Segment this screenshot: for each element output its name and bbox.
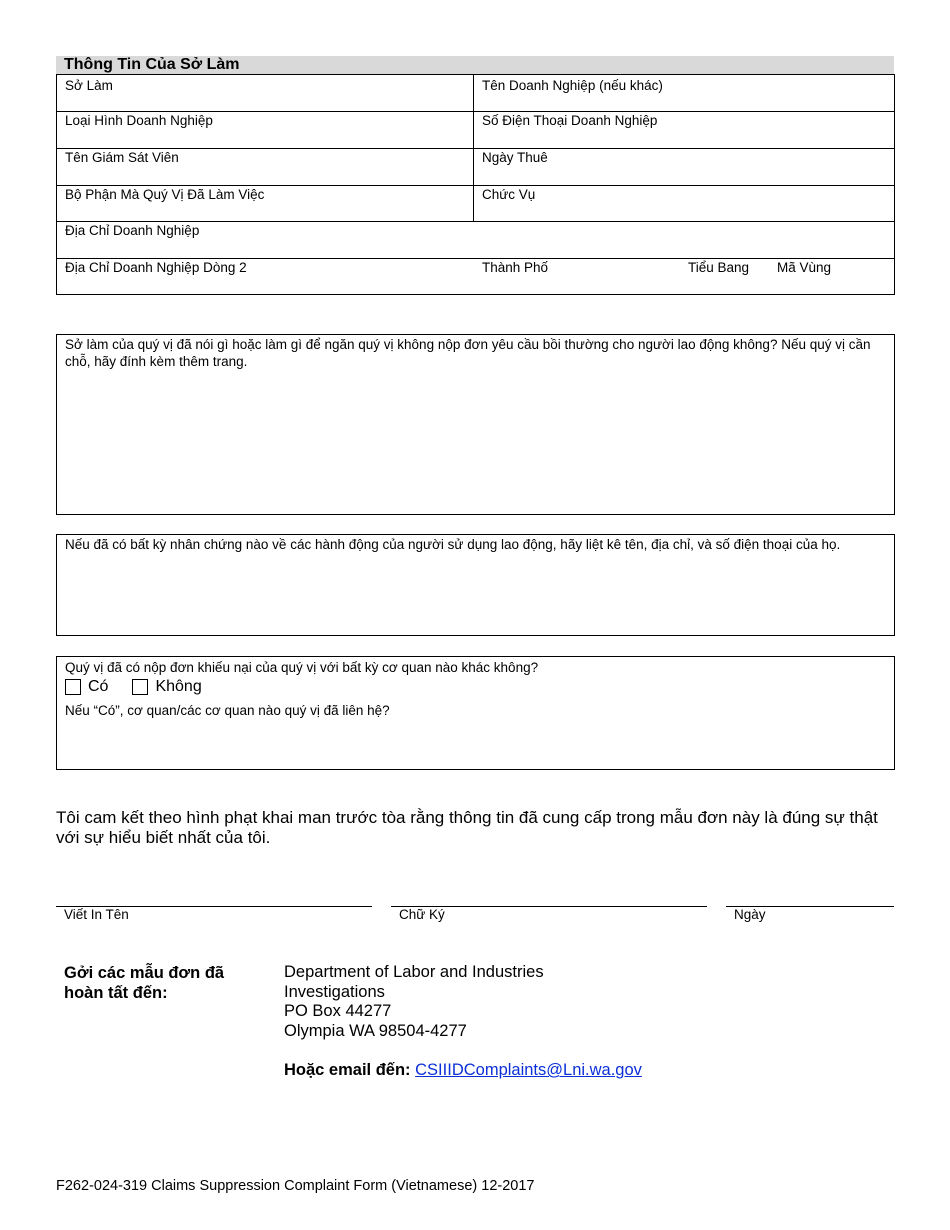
business-name-label: Tên Doanh Nghiệp (nếu khác) <box>482 78 663 93</box>
mailing-address <box>284 963 544 1041</box>
email-label: Hoặc email đến: <box>284 1061 411 1079</box>
state-label: Tiểu Bang <box>688 260 750 275</box>
no-label: Không <box>155 678 202 695</box>
yes-label: Có <box>88 678 109 695</box>
business-address-field[interactable] <box>57 221 894 258</box>
business-phone-field[interactable] <box>474 111 894 148</box>
signature-label: Chữ Ký <box>399 907 445 922</box>
position-field[interactable] <box>474 185 894 221</box>
email-line <box>284 1061 642 1080</box>
prevent-claim-box[interactable] <box>56 334 895 515</box>
print-name-label: Viết In Tên <box>64 907 129 922</box>
no-checkbox[interactable] <box>132 679 148 695</box>
send-to-label: Gởi các mẫu đơn đã hoàn tất đến: <box>64 964 225 1002</box>
department-field[interactable] <box>57 185 473 221</box>
prevent-claim-question: Sở làm của quý vị đã nói gì hoặc làm gì để ngăn quý vị không nộp đơn yêu cầu bồi thường cho người lao động không? Nếu quý vị cần chỗ, hãy đính kèm thêm trang. <box>65 337 871 369</box>
zip-label: Mã Vùng <box>777 260 832 275</box>
hire-date-label: Ngày Thuê <box>482 150 548 165</box>
state-field[interactable] <box>680 258 770 294</box>
business-type-field[interactable] <box>57 111 473 148</box>
city-field[interactable] <box>474 258 674 294</box>
other-agency-question: Quý vị đã có nộp đơn khiếu nại của quý vị với bất kỳ cơ quan nào khác không? <box>65 660 539 675</box>
address-line: PO Box 44277 <box>284 1002 392 1020</box>
other-agency-box <box>56 656 895 770</box>
address-line: Olympia WA 98504-4277 <box>284 1021 467 1040</box>
employer-info-table <box>56 74 895 295</box>
yes-checkbox[interactable] <box>65 679 81 695</box>
date-label: Ngày <box>734 907 766 922</box>
employer-label: Sở Làm <box>65 78 113 93</box>
supervisor-name-field[interactable] <box>57 148 473 185</box>
employer-field[interactable] <box>57 75 473 111</box>
department-label: Bộ Phận Mà Quý Vị Đã Làm Việc <box>65 187 265 202</box>
address-line: Department of Labor and Industries <box>284 963 544 981</box>
business-type-label: Loại Hình Doanh Nghiệp <box>65 113 213 128</box>
business-phone-label: Số Điện Thoại Doanh Nghiệp <box>482 113 658 128</box>
witnesses-question: Nếu đã có bất kỳ nhân chứng nào về các hành động của người sử dụng lao động, hãy liệt kê tên, địa chỉ, và số điện thoại của họ. <box>65 537 841 552</box>
address-line: Investigations <box>284 982 385 1001</box>
business-address-line2-field[interactable] <box>57 258 473 294</box>
attestation-text: Tôi cam kết theo hình phạt khai man trước tòa rằng thông tin đã cung cấp trong mẫu đơn này là đúng sự thật với sự hiểu biết nhất của tôi. <box>56 808 878 847</box>
city-label: Thành Phố <box>482 260 549 275</box>
form-footer: F262-024-319 Claims Suppression Complaint Form (Vietnamese) 12-2017 <box>56 1178 535 1194</box>
supervisor-name-label: Tên Giám Sát Viên <box>65 150 179 165</box>
business-address-line2-label: Địa Chỉ Doanh Nghiệp Dòng 2 <box>65 260 247 275</box>
position-label: Chức Vụ <box>482 187 536 202</box>
if-yes-question[interactable]: Nếu “Có”, cơ quan/các cơ quan nào quý vị đã liên hệ? <box>65 703 390 718</box>
yes-no-row <box>65 678 886 696</box>
hire-date-field[interactable] <box>474 148 894 185</box>
employer-info-header: Thông Tin Của Sở Làm <box>56 56 894 74</box>
zip-field[interactable] <box>769 258 889 294</box>
business-name-field[interactable] <box>474 75 894 111</box>
email-link[interactable]: CSIIIDComplaints@Lni.wa.gov <box>415 1061 642 1079</box>
witnesses-box[interactable] <box>56 534 895 636</box>
business-address-label: Địa Chỉ Doanh Nghiệp <box>65 223 200 238</box>
